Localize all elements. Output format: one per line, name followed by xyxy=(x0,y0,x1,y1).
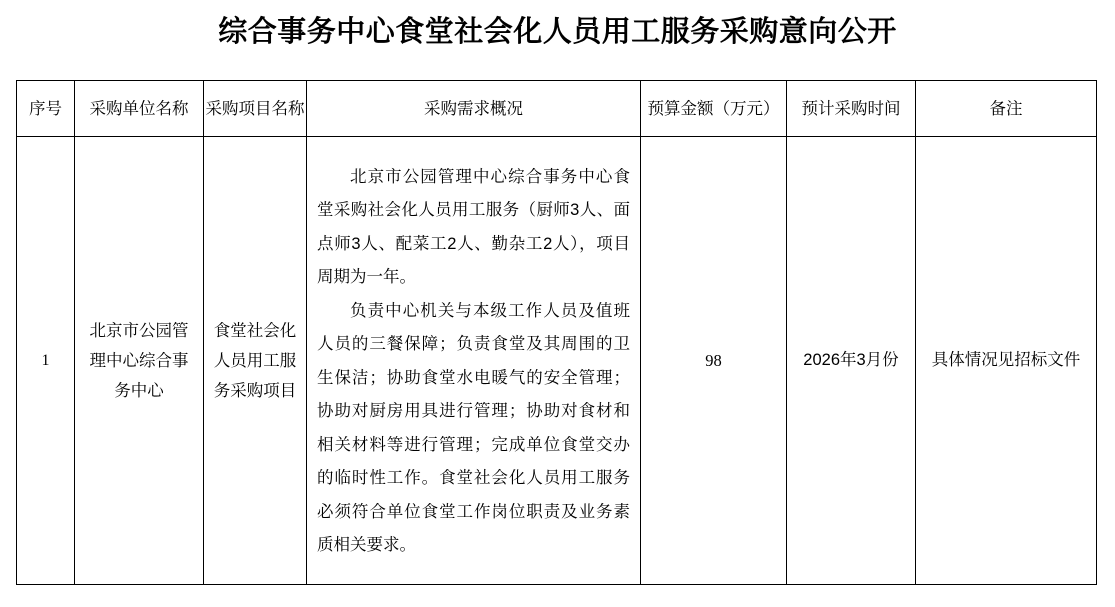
cell-budget: 98 xyxy=(641,137,787,585)
column-header-index: 序号 xyxy=(17,81,75,137)
demand-paragraph-2: 负责中心机关与本级工作人员及值班人员的三餐保障；负责食堂及其周围的卫生保洁；协助食堂水电暖气的安全管理；协助对厨房用具进行管理；协助对食材和相关材料等进行管理；完成单位食堂交办的临时性工作。食堂社会化人员用工服务必须符合单位食堂工作岗位职责及业务素质相关要求。 xyxy=(317,301,630,554)
demand-paragraph-1: 北京市公园管理中心综合事务中心食堂采购社会化人员用工服务（厨师3人、面点师3人、配菜工2人、勤杂工2人），项目周期为一年。 xyxy=(317,167,630,286)
column-header-demand-summary: 采购需求概况 xyxy=(307,81,641,137)
cell-project-name-text: 食堂社会化人员用工服务采购项目 xyxy=(213,321,297,400)
cell-demand-summary xyxy=(307,137,641,585)
column-header-expected-time: 预计采购时间 xyxy=(787,81,916,137)
cell-index: 1 xyxy=(17,137,75,585)
procurement-table-container xyxy=(16,80,1096,585)
column-header-budget: 预算金额（万元） xyxy=(641,81,787,137)
cell-unit-name-text: 北京市公园管理中心综合事务中心 xyxy=(89,321,189,400)
cell-unit-name xyxy=(75,137,204,585)
table-header-row xyxy=(17,81,1097,137)
page-title: 综合事务中心食堂社会化人员用工服务采购意向公开 xyxy=(218,16,897,48)
cell-remarks: 具体情况见招标文件 xyxy=(916,137,1097,585)
column-header-remarks: 备注 xyxy=(916,81,1097,137)
cell-project-name xyxy=(204,137,307,585)
demand-paragraphs xyxy=(307,149,640,573)
column-header-unit-name: 采购单位名称 xyxy=(75,81,204,137)
procurement-intent-table xyxy=(16,80,1097,585)
table-header xyxy=(17,81,1097,137)
cell-expected-time: 2026年3月份 xyxy=(787,137,916,585)
column-header-project-name: 采购项目名称 xyxy=(204,81,307,137)
table-body xyxy=(17,137,1097,585)
table-row xyxy=(17,137,1097,585)
